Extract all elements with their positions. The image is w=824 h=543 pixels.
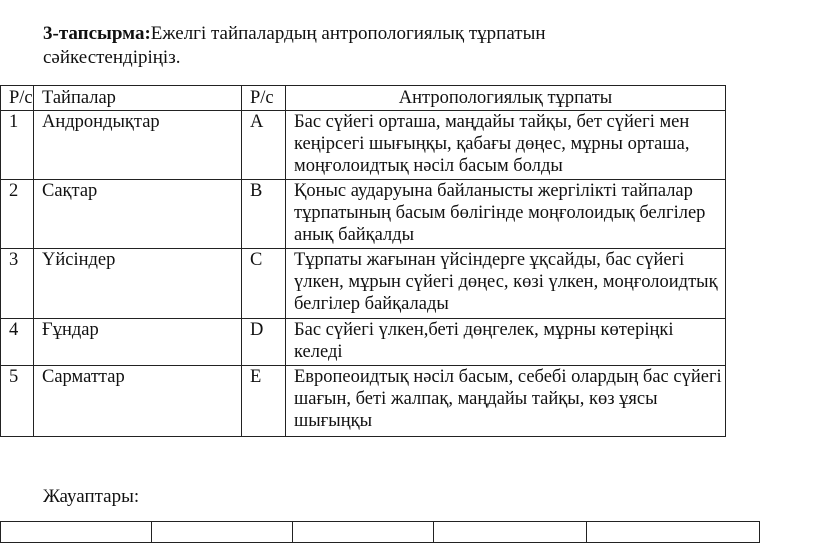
answer-cell[interactable] <box>434 522 587 543</box>
tribe-name: Сарматтар <box>34 366 242 437</box>
tribe-name: Андрондықтар <box>34 111 242 180</box>
matching-table <box>0 85 726 437</box>
answer-cell[interactable] <box>1 522 152 543</box>
row-number: 5 <box>1 366 34 437</box>
tribe-description: Бас сүйегі орташа, маңдайы тайқы, бет сүйегі мен кеңірсегі шығыңқы, қабағы дөңес, мұрны орташа, моңғолоидтық нәсіл басым болды <box>286 111 726 180</box>
tribe-name: Үйсіндер <box>34 249 242 319</box>
table-row <box>1 249 726 319</box>
task-number: 3-тапсырма: <box>43 23 151 44</box>
table-row <box>1 366 726 437</box>
tribe-description: Тұрпаты жағынан үйсіндерге ұқсайды, бас сүйегі үлкен, мұрын сүйегі дөңес, көзі үлкен, моңғолоидтық белгілер байқалады <box>286 249 726 319</box>
row-letter: D <box>242 319 286 366</box>
row-number: 1 <box>1 111 34 180</box>
answers-label: Жауаптары: <box>43 486 140 507</box>
task-text: Ежелгі тайпалардың антропологиялық тұрпатын сәйкестендіріңіз. <box>43 23 546 68</box>
header-tribes: Тайпалар <box>34 86 242 111</box>
header-letter: Р/с <box>242 86 286 111</box>
row-letter: A <box>242 111 286 180</box>
tribe-description: Қоныс аударуына байланысты жергілікті тайпалар тұрпатының басым бөлігінде моңғолоидық белгілер анық байқалды <box>286 180 726 249</box>
row-letter: B <box>242 180 286 249</box>
table-row <box>1 111 726 180</box>
tribe-description: Бас сүйегі үлкен,беті дөңгелек, мұрны көтеріңкі келеді <box>286 319 726 366</box>
row-number: 3 <box>1 249 34 319</box>
table-header-row <box>1 86 726 111</box>
row-letter: C <box>242 249 286 319</box>
task-instruction <box>43 22 663 70</box>
header-number: Р/с <box>1 86 34 111</box>
answer-cell[interactable] <box>293 522 434 543</box>
answers-table <box>0 521 760 543</box>
table-row <box>1 180 726 249</box>
tribe-description: Европеоидтық нәсіл басым, себебі олардың бас сүйегі шағын, беті жалпақ, маңдайы тайқы, көз ұясы шығыңқы <box>286 366 726 437</box>
row-number: 2 <box>1 180 34 249</box>
table-row <box>1 319 726 366</box>
row-letter: E <box>242 366 286 437</box>
answer-cell[interactable] <box>587 522 760 543</box>
tribe-name: Ғұндар <box>34 319 242 366</box>
row-number: 4 <box>1 319 34 366</box>
header-anthropology: Антропологиялық тұрпаты <box>286 86 726 111</box>
answer-cell[interactable] <box>152 522 293 543</box>
tribe-name: Сақтар <box>34 180 242 249</box>
answers-row <box>1 522 760 543</box>
